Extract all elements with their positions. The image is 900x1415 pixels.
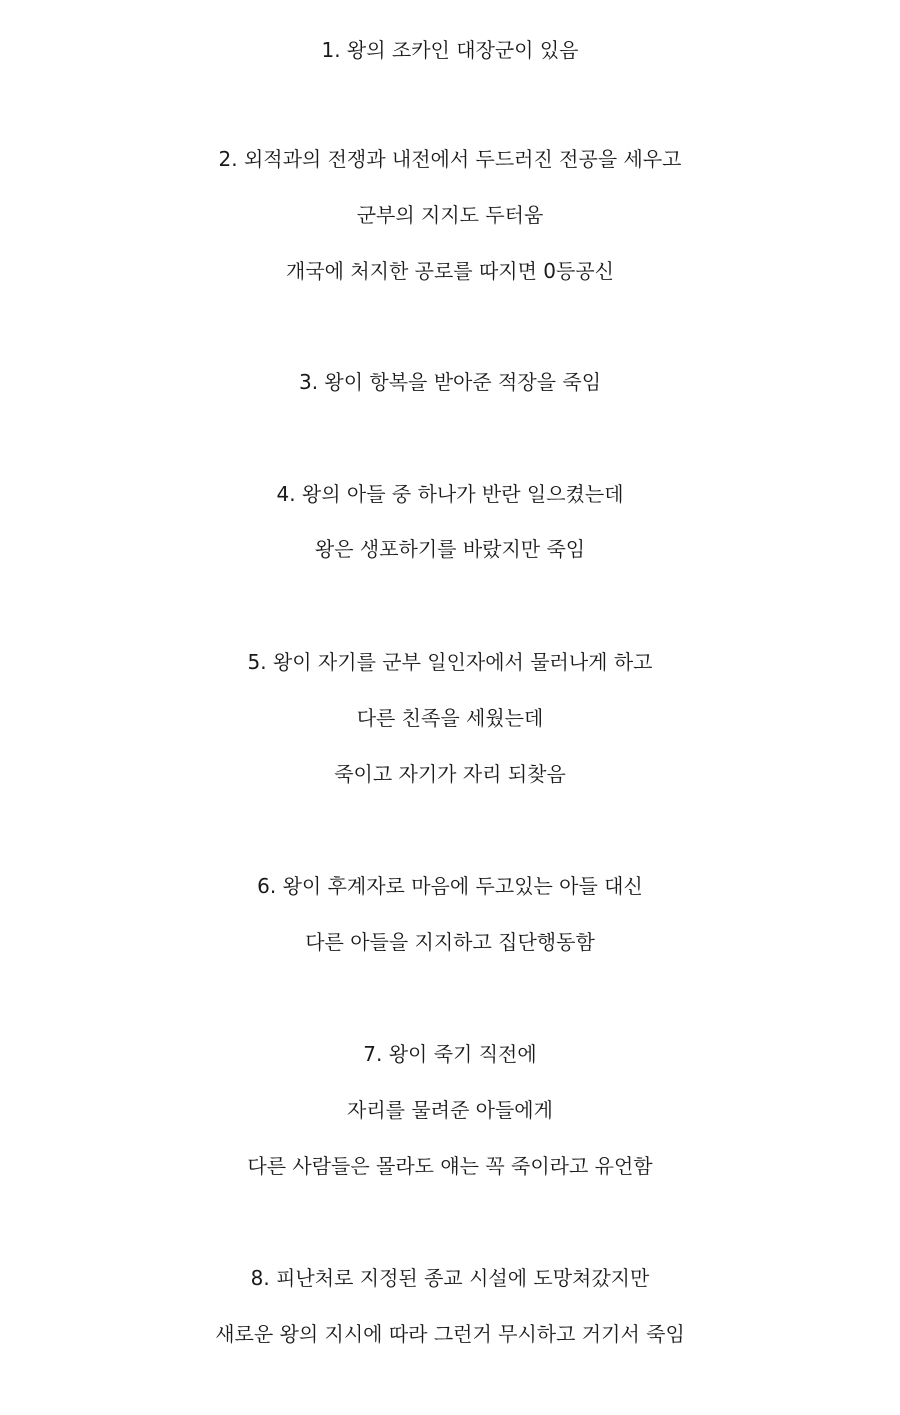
item-8-line-1: 8. 피난처로 지정된 종교 시설에 도망쳐갔지만: [250, 1266, 650, 1290]
item-1-line-1: 1. 왕의 조카인 대장군이 있음: [321, 38, 579, 62]
item-8-line-2: 새로운 왕의 지시에 따라 그런거 무시하고 거기서 죽임: [215, 1322, 685, 1346]
item-5-line-1: 5. 왕이 자기를 군부 일인자에서 물러나게 하고: [247, 650, 653, 674]
item-7-line-1: 7. 왕이 죽기 직전에: [363, 1042, 537, 1066]
item-4-line-2: 왕은 생포하기를 바랐지만 죽임: [314, 537, 586, 561]
item-6-line-2: 다른 아들을 지지하고 집단행동함: [305, 930, 595, 954]
item-7-line-2: 자리를 물려준 아들에게: [347, 1098, 553, 1122]
item-5-line-3: 죽이고 자기가 자리 되찾음: [334, 762, 566, 786]
item-2-line-3: 개국에 처지한 공로를 따지면 0등공신: [286, 259, 614, 283]
item-2-line-2: 군부의 지지도 두터움: [356, 203, 544, 227]
item-2-line-1: 2. 외적과의 전쟁과 내전에서 두드러진 전공을 세우고: [218, 147, 682, 171]
item-6-line-1: 6. 왕이 후계자로 마음에 두고있는 아들 대신: [257, 874, 643, 898]
item-3-line-1: 3. 왕이 항복을 받아준 적장을 죽임: [298, 370, 602, 394]
item-7-line-3: 다른 사람들은 몰라도 얘는 꼭 죽이라고 유언함: [247, 1154, 653, 1178]
item-5-line-2: 다른 친족을 세웠는데: [356, 706, 544, 730]
item-4-line-1: 4. 왕의 아들 중 하나가 반란 일으켰는데: [276, 482, 624, 506]
